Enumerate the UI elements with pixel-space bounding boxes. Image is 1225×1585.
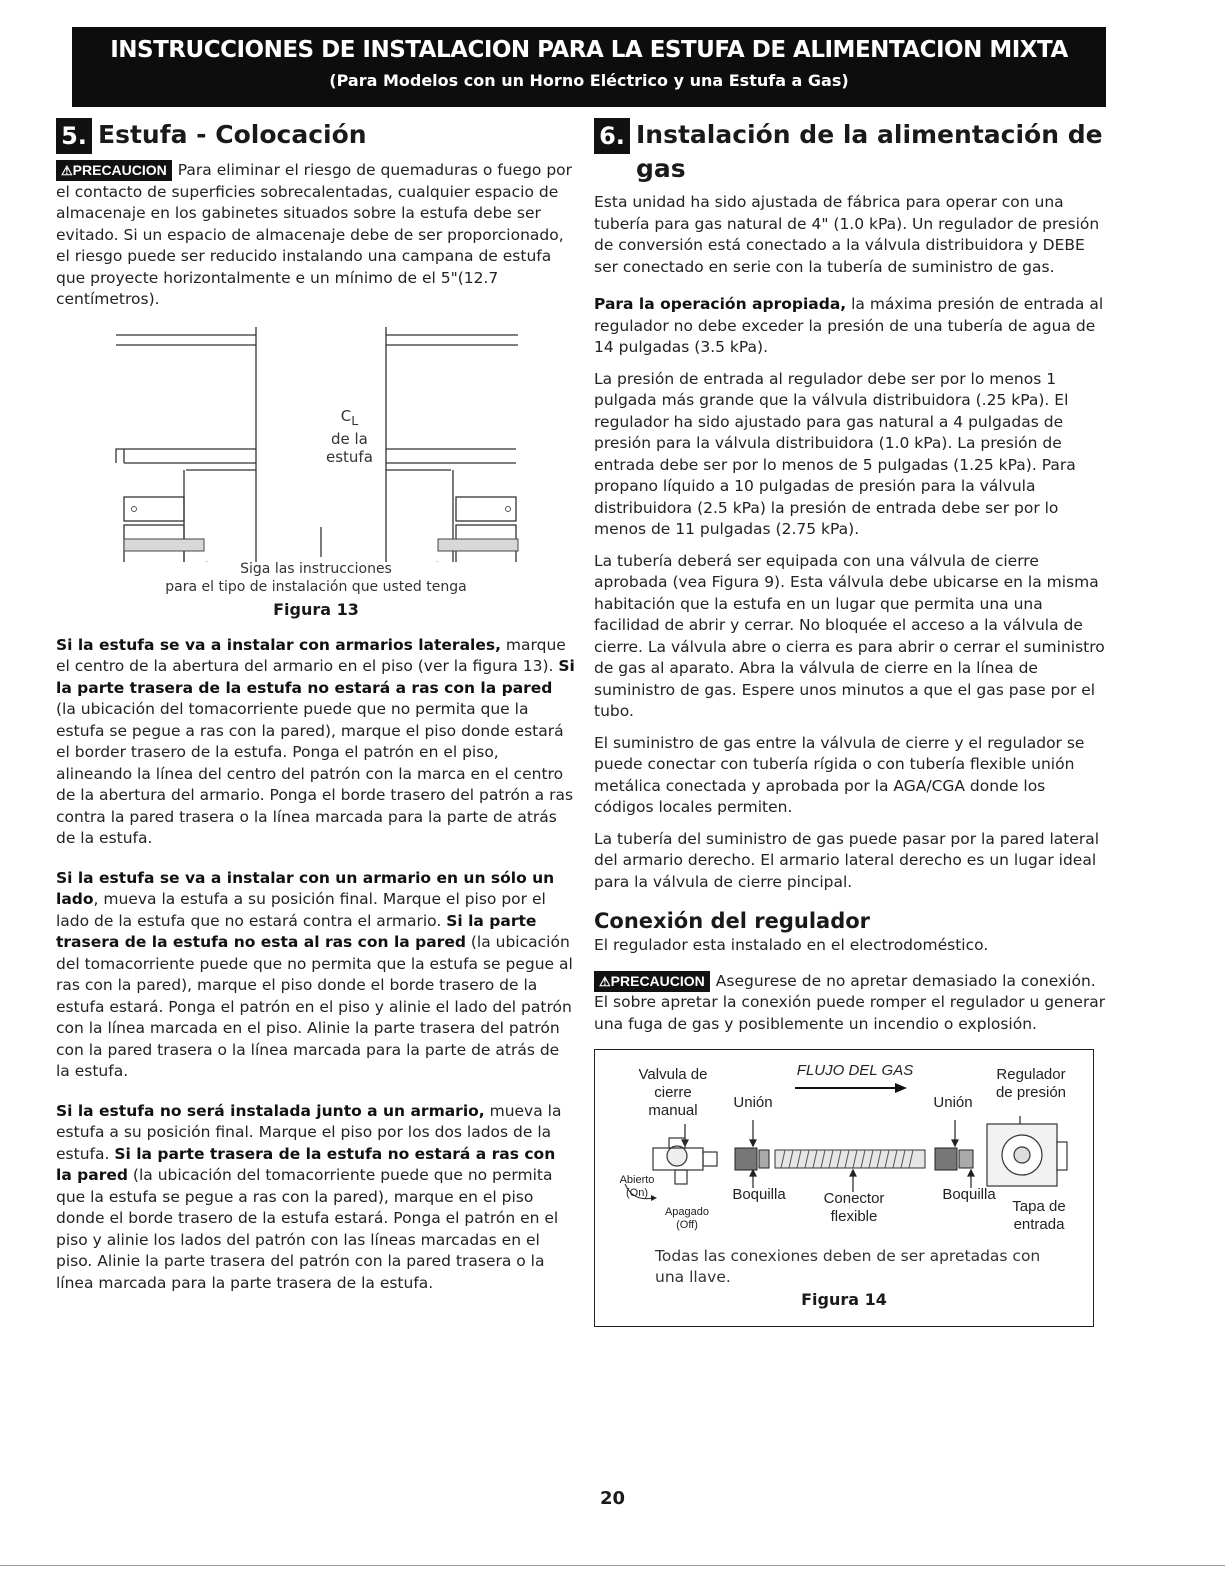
caution-paragraph-2 — [594, 971, 1109, 1036]
regulator-label — [981, 1066, 1081, 1102]
label-line: (On) — [626, 1187, 648, 1199]
page-number: 20 — [599, 1488, 626, 1509]
paragraph-no-cabinet — [56, 1101, 576, 1295]
open-label — [615, 1174, 659, 1200]
section-5 — [56, 118, 576, 1304]
bottom-rule — [0, 1565, 1225, 1566]
paragraph-supply-route: La tubería del suministro de gas puede pasar por la pared lateral del armario derecho. El armario lateral derecho es un lugar ideal para la válvula de cierre pincipal. — [594, 829, 1100, 891]
bold-run: Si la parte trasera de la estufa no estará a ras con la pared — [56, 1144, 556, 1184]
figure-14 — [594, 1049, 1094, 1327]
figure-13-name: Figura 13 — [273, 599, 359, 619]
centerline-label — [326, 407, 373, 466]
section-6-title: Instalación de la alimentación de gas — [636, 120, 1103, 183]
label-line: Apagado — [664, 1206, 710, 1218]
centerline-line2: de la — [331, 429, 368, 448]
caution-badge — [56, 160, 172, 181]
paragraph-inlet-pressure: La presión de entrada al regulador debe ser por lo menos 1 pulgada más grande que la válvula distribuidora (.25 kPa). El regulador ha sido ajustado para gas natural a 4 pulgadas de presión para la válvula distribuidora (1.0 kPa). La presión de entrada debe ser por lo menos de 5 pulgadas (1.25 kPa). Para propano líquido a 10 pulgadas de presión para la válvula distribuidora (2.5 kPa) la presión de entrada debe ser por lo menos de 11 pulgadas (2.75 kPa). — [594, 369, 1076, 538]
warning-triangle-icon: ⚠ — [61, 163, 73, 178]
text-run: (la ubicación del tomacorriente puede que no permita que la estufa se pegue al ras con la pared), marque el piso donde el borde trasero de la estufa estará. Ponga el patrón en el piso y alinie el lado del patrón con la línea marcada en el piso. Alinie la parte trasera del patrón con la pared trasera o la línea marcada para la parte de atrás de la estufa. — [56, 933, 573, 1080]
text-run: la máxima presión de entrada al regulador no debe exceder la presión de una tubería de agua de 14 pulgadas (3.5 kPa). — [594, 295, 1104, 356]
figure-13-caption-1: Siga las instrucciones — [240, 560, 392, 577]
label-line: Valvula de — [638, 1066, 708, 1083]
banner-title: INSTRUCCIONES DE INSTALACION PARA LA ESTUFA DE ALIMENTACION MIXTA — [110, 37, 1068, 63]
text-run: (la ubicación del tomacorriente puede que no permita que la estufa se pegue a ras con la pared), marque el piso donde estará el border trasero de la estufa. Ponga el patrón en el piso, alineando la línea del centro del patrón con la marca en el centro de la abertura del armario. Ponga el borde trasero del patrón a ras contra la pared trasera o la línea marcada para la parte de atrás de la estufa. — [56, 700, 574, 847]
label-line: cierre — [654, 1084, 692, 1101]
bold-lead: Si la estufa se va a instalar con armarios laterales, — [56, 635, 501, 654]
figure-13-caption-2: para el tipo de instalación que usted tenga — [165, 578, 467, 595]
centerline-line3: estufa — [326, 447, 373, 466]
paragraph-regulator-installed: El regulador esta instalado en el electrodoméstico. — [594, 936, 989, 954]
centerline-sub: L — [351, 412, 359, 428]
figure-14-name: Figura 14 — [801, 1290, 887, 1309]
label-line: flexible — [830, 1208, 878, 1225]
cabinet-diagram — [56, 327, 576, 562]
centerline-c: C — [340, 406, 352, 425]
off-label — [657, 1206, 717, 1232]
union-left-label: Unión — [733, 1094, 773, 1111]
bold-run: Si la parte trasera de la estufa no esta al ras con la pared — [56, 911, 537, 951]
bold-lead: Si la estufa no será instalada junto a un armario, — [56, 1101, 485, 1120]
section-6 — [594, 118, 1109, 1327]
bold-run: Si la parte trasera de la estufa no estará a ras con la pared — [56, 657, 575, 697]
paragraph-one-cabinet — [56, 868, 576, 1083]
paragraph-factory-setting: Esta unidad ha sido ajustada de fábrica para operar con una tubería para gas natural de 4" (1.0 kPa). Un regulador de presión de conversión está conectado a la válvula distribuidora y DEBE ser conectado en serie con la tubería de suministro de gas. — [594, 193, 1100, 276]
text-run: , mueva la estufa a su posición final. Marque el piso por el lado de la estufa que no estará contra el armario. — [56, 890, 546, 930]
label-line: (Off) — [676, 1219, 698, 1231]
caution-label: PRECAUCION — [72, 162, 167, 178]
gas-flow-label: FLUJO DEL GAS — [796, 1062, 914, 1079]
text-run: (la ubicación del tomacorriente puede que no permita que la estufa se pegue a ras con la pared), marque en el piso donde el borde trasero de la estufa estará. Ponga el patrón en el piso y alinie los lados del patrón con las líneas marcadas en el piso. Alinie la parte trasera del patrón con la pared trasera o la línea marcada para la parte trasera de la estufa. — [56, 1166, 559, 1292]
caution-badge — [594, 971, 710, 992]
text-run: mueva la estufa a su posición final. Marque el piso por los dos lados de la estufa. — [56, 1101, 562, 1163]
paragraph-side-cabinets — [56, 635, 576, 850]
label-line: entrada — [1013, 1216, 1065, 1233]
section-5-heading — [56, 118, 576, 154]
figure-14-note: Todas las conexiones deben de ser apretadas con una llave. — [655, 1247, 1041, 1286]
label-line: Tapa de — [1012, 1198, 1066, 1215]
paragraph-proper-operation — [594, 294, 1109, 359]
bold-lead: Para la operación apropiada, — [594, 295, 847, 313]
section-5-number: 5. — [56, 118, 92, 154]
figure-13 — [56, 327, 576, 627]
caution-text: Asegurese de no apretar demasiado la conexión. El sobre apretar la conexión puede romper el regulador u generar una fuga de gas y posiblemente un incendio o explosión. — [594, 971, 1106, 1033]
nozzle-left-label: Boquilla — [732, 1186, 786, 1203]
paragraph-shutoff-valve: La tubería deberá ser equipada con una válvula de cierre aprobada (vea Figura 9). Esta válvula debe ubicarse en la misma habitación que la estufa en un lugar que permita una una facilidad de abrir y cerrar. No bloquée el acceso a la válvula de cierre. La válvula abre o cierra es para abrir o cerrar el suministro de gas al aparato. Abra la válvula de cierre en la línea de suministro de gas. Espere unos minutos a que el gas pase por el tubo. — [594, 551, 1105, 720]
caution-paragraph — [56, 160, 576, 311]
label-line: Conector — [823, 1190, 885, 1207]
label-line: manual — [648, 1102, 698, 1119]
label-line: Regulador — [996, 1066, 1066, 1083]
flex-connector-label — [809, 1190, 899, 1226]
section-5-title: Estufa - Colocación — [98, 120, 367, 149]
shutoff-valve-label — [623, 1066, 723, 1120]
section-6-number: 6. — [594, 118, 630, 154]
caution-label: PRECAUCION — [610, 972, 705, 989]
bold-lead: Si la estufa se va a instalar con un armario en un sólo un lado — [56, 868, 555, 908]
section-6-heading — [594, 118, 1109, 186]
banner-subtitle: (Para Modelos con un Horno Eléctrico y una Estufa a Gas) — [329, 71, 849, 90]
union-right-label: Unión — [933, 1094, 973, 1111]
paragraph-gas-supply: El suministro de gas entre la válvula de cierre y el regulador se puede conectar con tubería rígida o con tubería flexible unión metálica conectada y aprobada por la AGA/CGA donde los códigos locales permiten. — [594, 733, 1085, 816]
caution-text: Para eliminar el riesgo de quemaduras o fuego por el contacto de superficies sobrecalentadas, cualquier espacio de almacenaje en los gabinetes situados sobre la estufa debe ser evitado. Si un espacio de almacenaje debe de ser proporcionado, el riesgo puede ser reducido instalando una campana de estufa que proyecte horizontalmente e un mínimo de el 5"(12.7 centímetros). — [56, 161, 573, 308]
label-line: Abierto — [619, 1174, 655, 1186]
inlet-cap-label — [999, 1198, 1079, 1234]
label-line: de presión — [995, 1084, 1067, 1101]
nozzle-right-label: Boquilla — [942, 1186, 996, 1203]
text-run: marque el centro de la abertura del armario en el piso (ver la figura 13). — [56, 635, 566, 675]
header-banner — [72, 27, 1106, 107]
warning-triangle-icon: ⚠ — [599, 973, 611, 989]
regulator-subheading: Conexión del regulador — [594, 909, 871, 933]
